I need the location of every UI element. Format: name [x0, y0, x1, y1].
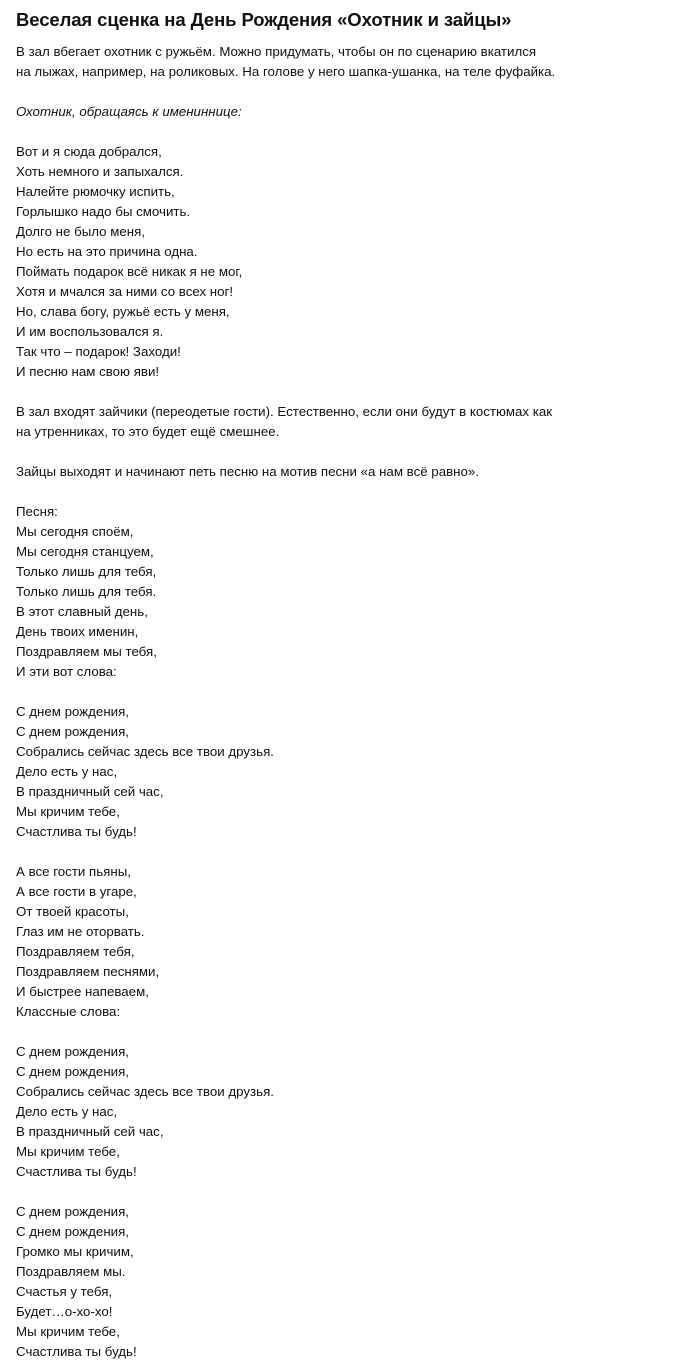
verse-line: Хоть немного и запыхался.	[16, 164, 184, 179]
chorus-2	[16, 1042, 684, 1182]
verse-line: Собрались сейчас здесь все твои друзья.	[16, 744, 274, 759]
verse-line: С днем рождения,	[16, 724, 129, 739]
verse-line: С днем рождения,	[16, 1044, 129, 1059]
verse-line: И эти вот слова:	[16, 664, 117, 679]
verse-line: Мы кричим тебе,	[16, 1324, 120, 1339]
verse-line: Громко мы кричим,	[16, 1244, 134, 1259]
text-line: В зал входят зайчики (переодетые гости). Естественно, если они будут в костюмах как	[16, 404, 553, 419]
verse-line: Но, слава богу, ружьё есть у меня,	[16, 304, 230, 319]
verse-line: И быстрее напеваем,	[16, 984, 149, 999]
bunnies-sing-paragraph: Зайцы выходят и начинают петь песню на мотив песни «а нам всё равно».	[16, 464, 479, 479]
verse-line: Мы сегодня станцуем,	[16, 544, 154, 559]
spacer	[16, 382, 684, 402]
verse-line: Поздравляем мы.	[16, 1264, 126, 1279]
verse-line: Классные слова:	[16, 1004, 121, 1019]
spacer	[16, 82, 684, 102]
verse-line: С днем рождения,	[16, 1204, 129, 1219]
verse-line: А все гости пьяны,	[16, 864, 131, 879]
verse-line: Счастлива ты будь!	[16, 824, 137, 839]
verse-line: Дело есть у нас,	[16, 1104, 118, 1119]
spacer	[16, 682, 684, 702]
verse-line: Мы кричим тебе,	[16, 804, 120, 819]
bunnies-enter-paragraph	[16, 402, 684, 442]
verse-line: Долго не было меня,	[16, 224, 146, 239]
text-line: на утренниках, то это будет ещё смешнее.	[16, 424, 280, 439]
verse-line: Мы кричим тебе,	[16, 1144, 120, 1159]
text-line: В зал вбегает охотник с ружьём. Можно придумать, чтобы он по сценарию вкатился	[16, 44, 537, 59]
verse-line: В этот славный день,	[16, 604, 148, 619]
verse-line: Песня:	[16, 504, 58, 519]
verse-line: Дело есть у нас,	[16, 764, 118, 779]
verse-line: С днем рождения,	[16, 1064, 129, 1079]
verse-line: Счастлива ты будь!	[16, 1164, 137, 1179]
verse-line: Счастлива ты будь!	[16, 1344, 137, 1359]
final-chorus	[16, 1202, 684, 1362]
verse-line: В праздничный сей час,	[16, 1124, 164, 1139]
verse-line: Поздравляем тебя,	[16, 944, 135, 959]
verse-line: Поздравляем песнями,	[16, 964, 160, 979]
stage-direction: Охотник, обращаясь к имениннице:	[16, 104, 242, 119]
verse-line: Будет…о-хо-хо!	[16, 1304, 113, 1319]
verse-line: В праздничный сей час,	[16, 784, 164, 799]
verse-line: Горлышко надо бы смочить.	[16, 204, 191, 219]
spacer	[16, 442, 684, 462]
chorus-1	[16, 702, 684, 842]
intro-paragraph	[16, 42, 684, 82]
verse-line: И песню нам свою яви!	[16, 364, 160, 379]
page-title: Веселая сценка на День Рождения «Охотник и зайцы»	[16, 9, 512, 30]
verse-line: Поймать подарок всё никак я не мог,	[16, 264, 243, 279]
hunter-speech	[16, 142, 684, 382]
verse-line: Собрались сейчас здесь все твои друзья.	[16, 1084, 274, 1099]
verse-line: Вот и я сюда добрался,	[16, 144, 162, 159]
verse-line: Мы сегодня споём,	[16, 524, 134, 539]
verse-line: Глаз им не оторвать.	[16, 924, 145, 939]
song-verse-2	[16, 862, 684, 1022]
spacer	[16, 842, 684, 862]
verse-line: Счастья у тебя,	[16, 1284, 113, 1299]
song-verse-1	[16, 502, 684, 682]
spacer	[16, 482, 684, 502]
spacer	[16, 122, 684, 142]
verse-line: Поздравляем мы тебя,	[16, 644, 157, 659]
spacer	[16, 1022, 684, 1042]
verse-line: Так что – подарок! Заходи!	[16, 344, 181, 359]
verse-line: Только лишь для тебя.	[16, 584, 157, 599]
spacer	[16, 1182, 684, 1202]
verse-line: От твоей красоты,	[16, 904, 129, 919]
verse-line: Но есть на это причина одна.	[16, 244, 198, 259]
verse-line: Хотя и мчался за ними со всех ног!	[16, 284, 234, 299]
verse-line: С днем рождения,	[16, 1224, 129, 1239]
verse-line: День твоих именин,	[16, 624, 139, 639]
text-line: на лыжах, например, на роликовых. На голове у него шапка-ушанка, на теле фуфайка.	[16, 64, 556, 79]
verse-line: Только лишь для тебя,	[16, 564, 157, 579]
verse-line: Налейте рюмочку испить,	[16, 184, 175, 199]
verse-line: С днем рождения,	[16, 704, 129, 719]
verse-line: А все гости в угаре,	[16, 884, 137, 899]
verse-line: И им воспользовался я.	[16, 324, 164, 339]
